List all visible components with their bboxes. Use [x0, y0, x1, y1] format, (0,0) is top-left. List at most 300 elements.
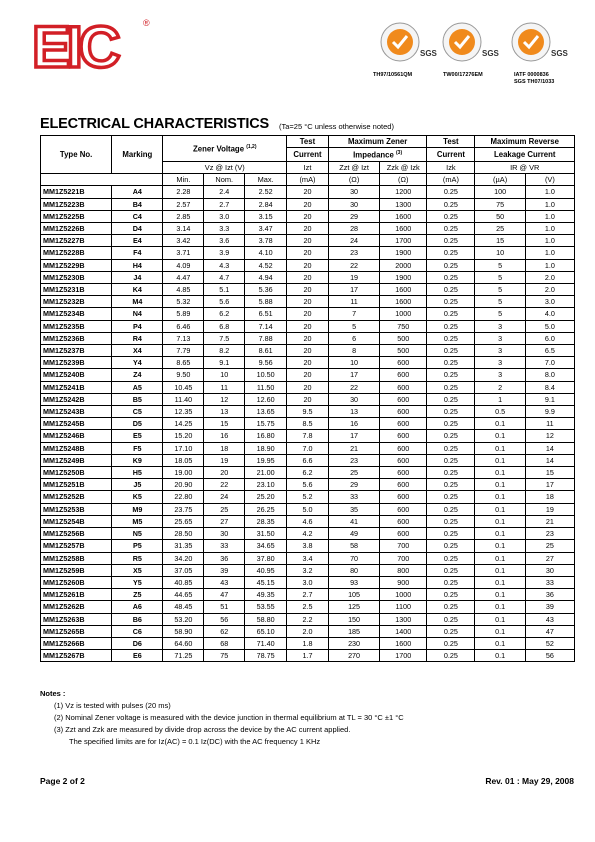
table-cell: 2.52 [245, 186, 287, 198]
table-cell: 13 [328, 406, 379, 418]
table-cell: 900 [380, 576, 427, 588]
table-cell: 23 [328, 247, 379, 259]
table-cell: P4 [112, 320, 163, 332]
table-cell: 39 [204, 564, 245, 576]
table-cell: 150 [328, 613, 379, 625]
table-cell: 5.6 [287, 479, 329, 491]
table-row [41, 528, 575, 540]
table-row [41, 345, 575, 357]
table-cell: 13.65 [245, 406, 287, 418]
table-cell: MM1Z5249B [41, 454, 112, 466]
table-cell: 0.25 [427, 332, 475, 344]
table-cell: 4.2 [287, 528, 329, 540]
table-row [41, 186, 575, 198]
header-test-2: Test [427, 136, 475, 148]
table-cell: 34.65 [245, 540, 287, 552]
table-cell: 4.3 [204, 259, 245, 271]
table-row [41, 271, 575, 283]
table-cell: 8.0 [525, 369, 574, 381]
table-cell: 0.25 [427, 515, 475, 527]
table-cell: 16.80 [245, 430, 287, 442]
table-row [41, 308, 575, 320]
table-cell: MM1Z5241B [41, 381, 112, 393]
table-cell: 1100 [380, 601, 427, 613]
unit-ma-1: (mA) [287, 174, 329, 186]
table-cell: MM1Z5239B [41, 357, 112, 369]
table-cell: 5.0 [287, 503, 329, 515]
table-cell: 20 [287, 223, 329, 235]
table-cell: 0.25 [427, 223, 475, 235]
table-cell: 30 [204, 528, 245, 540]
unit-ua: (µA) [475, 174, 525, 186]
cert-label-2: TW00/17276EM [443, 72, 483, 78]
table-cell: 30 [328, 186, 379, 198]
table-cell: 20 [287, 271, 329, 283]
table-cell: 13 [204, 406, 245, 418]
table-cell: 28.35 [245, 515, 287, 527]
table-cell: 0.25 [427, 540, 475, 552]
table-cell: 0.25 [427, 637, 475, 649]
table-cell: 78.75 [245, 650, 287, 662]
table-row [41, 259, 575, 271]
table-cell: 3 [475, 357, 525, 369]
table-cell: 31.35 [163, 540, 204, 552]
note-4: The specified limits are for Iz(AC) = 0.1 Iz(DC) with the AC frequency 1 KHz [69, 737, 321, 746]
header-current-1: Current [287, 148, 329, 162]
table-cell: 6.46 [163, 320, 204, 332]
table-cell: 20 [287, 357, 329, 369]
table-cell: 19 [328, 271, 379, 283]
table-cell: 28 [328, 223, 379, 235]
table-cell: 1200 [380, 186, 427, 198]
table-cell: 1900 [380, 271, 427, 283]
table-cell: 21 [328, 442, 379, 454]
table-cell: MM1Z5261B [41, 589, 112, 601]
table-cell: 12.35 [163, 406, 204, 418]
table-cell: R5 [112, 552, 163, 564]
table-cell: 0.25 [427, 601, 475, 613]
table-cell: 0.1 [475, 540, 525, 552]
table-cell: 4.10 [245, 247, 287, 259]
table-cell: MM1Z5262B [41, 601, 112, 613]
cert-badge-3 [509, 18, 568, 70]
sub-vz: Vz @ Izt (V) [163, 162, 287, 174]
table-cell: 6.0 [525, 332, 574, 344]
table-cell: 3.3 [204, 223, 245, 235]
table-cell: 3.15 [245, 210, 287, 222]
table-cell: 0.25 [427, 345, 475, 357]
table-cell: D4 [112, 223, 163, 235]
table-cell: 8 [328, 345, 379, 357]
table-cell: 4.52 [245, 259, 287, 271]
table-cell: 1.0 [525, 259, 574, 271]
table-cell: 7.0 [287, 442, 329, 454]
table-cell: MM1Z5253B [41, 503, 112, 515]
table-cell: 23 [328, 454, 379, 466]
table-cell: 0.1 [475, 479, 525, 491]
table-cell: 8.61 [245, 345, 287, 357]
table-cell: 4.85 [163, 284, 204, 296]
table-cell: D6 [112, 637, 163, 649]
notes [40, 688, 404, 748]
table-row [41, 198, 575, 210]
sub-zzk: Zzk @ Izk [380, 162, 427, 174]
table-cell: 9.50 [163, 369, 204, 381]
table-row [41, 503, 575, 515]
table-cell: 600 [380, 467, 427, 479]
table-cell: 2.0 [287, 625, 329, 637]
table-cell: 21 [525, 515, 574, 527]
table-cell: 53.55 [245, 601, 287, 613]
table-cell: 3.42 [163, 235, 204, 247]
table-row [41, 296, 575, 308]
table-cell: X4 [112, 345, 163, 357]
table-cell: 600 [380, 442, 427, 454]
table-cell: 600 [380, 406, 427, 418]
table-cell: 7.0 [525, 357, 574, 369]
table-cell: 20 [287, 296, 329, 308]
table-cell: MM1Z5254B [41, 515, 112, 527]
table-cell: 9.1 [525, 393, 574, 405]
table-cell: 23.75 [163, 503, 204, 515]
table-row [41, 430, 575, 442]
table-cell: 0.1 [475, 528, 525, 540]
table-body [41, 186, 575, 662]
header-max-reverse-1: Maximum Reverse [475, 136, 575, 148]
table-cell: 20 [287, 198, 329, 210]
unit-nom: Nom. [204, 174, 245, 186]
table-cell: 2.0 [525, 284, 574, 296]
table-cell: 58 [328, 540, 379, 552]
table-cell: 8.65 [163, 357, 204, 369]
table-cell: 33 [204, 540, 245, 552]
table-row [41, 601, 575, 613]
table-cell: 0.25 [427, 564, 475, 576]
table-cell: MM1Z5227B [41, 235, 112, 247]
table-row [41, 235, 575, 247]
header-type-no: Type No. [41, 136, 112, 174]
table-cell: 4.94 [245, 271, 287, 283]
table-cell: 5.6 [204, 296, 245, 308]
table-cell: 2.4 [204, 186, 245, 198]
table-cell: B6 [112, 613, 163, 625]
table-cell: 0.25 [427, 210, 475, 222]
table-cell: 3.0 [287, 576, 329, 588]
table-cell: 600 [380, 454, 427, 466]
table-cell: 5 [475, 308, 525, 320]
table-cell: MM1Z5251B [41, 479, 112, 491]
table-cell: 39 [525, 601, 574, 613]
table-cell: 19.95 [245, 454, 287, 466]
table-cell: 5 [475, 296, 525, 308]
table-cell: 20 [204, 467, 245, 479]
table-cell: 0.25 [427, 650, 475, 662]
sub-ir-vr: IR @ VR [475, 162, 575, 174]
table-cell: 0.1 [475, 564, 525, 576]
table-cell: 1000 [380, 589, 427, 601]
table-cell: 11 [204, 381, 245, 393]
table-cell: 50 [475, 210, 525, 222]
table-cell: 24 [328, 235, 379, 247]
table-cell: 65.10 [245, 625, 287, 637]
table-cell: 22 [204, 479, 245, 491]
unit-ohm-2: (Ω) [380, 174, 427, 186]
table-cell: 33 [328, 491, 379, 503]
registered-mark: ® [143, 18, 150, 28]
table-cell: A6 [112, 601, 163, 613]
table-cell: 0.1 [475, 491, 525, 503]
table-cell: MM1Z5226B [41, 223, 112, 235]
table-cell: 8.4 [525, 381, 574, 393]
table-cell: 600 [380, 357, 427, 369]
table-cell: 71.25 [163, 650, 204, 662]
table-cell: 3 [475, 320, 525, 332]
table-cell: 47 [525, 625, 574, 637]
table-cell: 18.90 [245, 442, 287, 454]
cert-badge-1 [378, 18, 437, 70]
table-cell: 0.5 [475, 406, 525, 418]
table-cell: 3.2 [287, 564, 329, 576]
table-cell: 0.1 [475, 601, 525, 613]
table-cell: 1.0 [525, 235, 574, 247]
table-cell: 5 [475, 284, 525, 296]
table-row [41, 625, 575, 637]
table-row [41, 515, 575, 527]
table-cell: 1.7 [287, 650, 329, 662]
table-cell: 6.5 [525, 345, 574, 357]
table-cell: 0.25 [427, 369, 475, 381]
table-cell: H5 [112, 467, 163, 479]
table-cell: 1300 [380, 198, 427, 210]
table-cell: 21.00 [245, 467, 287, 479]
table-cell: 29 [328, 479, 379, 491]
table-cell: 1.0 [525, 186, 574, 198]
table-cell: 6.51 [245, 308, 287, 320]
table-cell: 0.25 [427, 503, 475, 515]
table-cell: 18 [204, 442, 245, 454]
table-cell: 15 [204, 418, 245, 430]
table-cell: 0.25 [427, 442, 475, 454]
table-cell: 4.09 [163, 259, 204, 271]
table-cell: X5 [112, 564, 163, 576]
table-cell: N4 [112, 308, 163, 320]
table-cell: 4.6 [287, 515, 329, 527]
table-cell: MM1Z5234B [41, 308, 112, 320]
table-cell: 1.0 [525, 247, 574, 259]
table-cell: 8.5 [287, 418, 329, 430]
table-cell: K5 [112, 491, 163, 503]
table-cell: K9 [112, 454, 163, 466]
table-cell: 11 [525, 418, 574, 430]
table-cell: 49 [328, 528, 379, 540]
table-cell: MM1Z5245B [41, 418, 112, 430]
table-cell: 43 [204, 576, 245, 588]
table-cell: 5.36 [245, 284, 287, 296]
header-zener-voltage: Zener Voltage $^{(1,2)}$ [163, 136, 287, 162]
table-cell: 20 [287, 259, 329, 271]
table-cell: MM1Z5221B [41, 186, 112, 198]
table-cell: 7.79 [163, 345, 204, 357]
table-cell: 10 [204, 369, 245, 381]
table-cell: 3.0 [204, 210, 245, 222]
table-cell: 20 [287, 345, 329, 357]
table-cell: 19 [525, 503, 574, 515]
table-cell: MM1Z5250B [41, 467, 112, 479]
table-cell: 0.25 [427, 198, 475, 210]
table-cell: 15 [475, 235, 525, 247]
table-cell: 41 [328, 515, 379, 527]
table-cell: 35 [328, 503, 379, 515]
table-row [41, 357, 575, 369]
table-cell: 14 [525, 454, 574, 466]
table-cell: 0.1 [475, 552, 525, 564]
table-cell: 0.25 [427, 625, 475, 637]
table-cell: 2000 [380, 259, 427, 271]
table-cell: 10 [475, 247, 525, 259]
table-cell: 64.60 [163, 637, 204, 649]
table-cell: Y5 [112, 576, 163, 588]
table-cell: 0.1 [475, 454, 525, 466]
table-row [41, 393, 575, 405]
table-row [41, 491, 575, 503]
table-cell: 0.25 [427, 589, 475, 601]
table-row [41, 467, 575, 479]
svg-text:EIC: EIC [32, 15, 117, 80]
table-cell: F4 [112, 247, 163, 259]
table-cell: 0.25 [427, 308, 475, 320]
table-cell: 12 [525, 430, 574, 442]
table-cell: 0.25 [427, 357, 475, 369]
table-cell: 0.25 [427, 284, 475, 296]
table-cell: Z5 [112, 589, 163, 601]
table-cell: 93 [328, 576, 379, 588]
table-cell: 4.7 [204, 271, 245, 283]
table-cell: 1.0 [525, 198, 574, 210]
table-cell: 2.85 [163, 210, 204, 222]
table-row [41, 223, 575, 235]
unit-min: Min. [163, 174, 204, 186]
table-cell: 3.8 [287, 540, 329, 552]
table-row [41, 637, 575, 649]
table-cell: 56 [204, 613, 245, 625]
table-cell: 37.80 [245, 552, 287, 564]
table-cell: 2.84 [245, 198, 287, 210]
table-cell: 7.13 [163, 332, 204, 344]
page-number: Page 2 of 2 [40, 776, 85, 786]
table-cell: MM1Z5267B [41, 650, 112, 662]
table-cell: MM1Z5258B [41, 552, 112, 564]
table-cell: 20 [287, 369, 329, 381]
table-cell: 20 [287, 393, 329, 405]
table-cell: 9.56 [245, 357, 287, 369]
table-cell: 0.25 [427, 247, 475, 259]
header-max-zener-2: Impedance $^{(3)}$ [328, 148, 426, 162]
table-cell: 9.9 [525, 406, 574, 418]
table-cell: 0.1 [475, 442, 525, 454]
table-cell: 20.90 [163, 479, 204, 491]
table-cell: 5.0 [525, 320, 574, 332]
table-cell: 0.1 [475, 576, 525, 588]
table-cell: MM1Z5235B [41, 320, 112, 332]
table-row [41, 247, 575, 259]
sub-zzt: Zzt @ Izt [328, 162, 379, 174]
table-cell: 3.71 [163, 247, 204, 259]
table-cell: 10.45 [163, 381, 204, 393]
table-cell: 25 [525, 540, 574, 552]
table-cell: 3.14 [163, 223, 204, 235]
table-cell: 600 [380, 515, 427, 527]
table-cell: MM1Z5266B [41, 637, 112, 649]
table-cell: 10 [328, 357, 379, 369]
table-cell: 185 [328, 625, 379, 637]
table-cell: 25 [328, 467, 379, 479]
table-cell: 16 [204, 430, 245, 442]
table-cell: 43 [525, 613, 574, 625]
table-cell: 17 [328, 430, 379, 442]
table-cell: 25.20 [245, 491, 287, 503]
table-cell: N5 [112, 528, 163, 540]
table-cell: 58.90 [163, 625, 204, 637]
table-cell: 30 [328, 198, 379, 210]
table-cell: MM1Z5257B [41, 540, 112, 552]
table-cell: 0.25 [427, 320, 475, 332]
table-row [41, 552, 575, 564]
table-cell: 36 [204, 552, 245, 564]
table-cell: 37.05 [163, 564, 204, 576]
table-cell: 1700 [380, 650, 427, 662]
table-cell: 1600 [380, 210, 427, 222]
table-row [41, 332, 575, 344]
table-cell: 3.78 [245, 235, 287, 247]
table-cell: 5 [475, 271, 525, 283]
table-cell: 20 [287, 320, 329, 332]
table-cell: 53.20 [163, 613, 204, 625]
table-cell: MM1Z5246B [41, 430, 112, 442]
sub-izt: Izt [287, 162, 329, 174]
table-cell: MM1Z5260B [41, 576, 112, 588]
table-cell: MM1Z5231B [41, 284, 112, 296]
table-cell: 29 [328, 210, 379, 222]
table-cell: 1000 [380, 308, 427, 320]
table-cell: 58.80 [245, 613, 287, 625]
table-cell: 2.57 [163, 198, 204, 210]
table-cell: 48.45 [163, 601, 204, 613]
table-cell: 16 [328, 418, 379, 430]
note-3: (3) Zzt and Zzk are measured by divide drop across the device by the AC current applied. [54, 725, 351, 734]
table-cell: 20 [287, 247, 329, 259]
table-row [41, 442, 575, 454]
table-cell: 71.40 [245, 637, 287, 649]
table-cell: MM1Z5248B [41, 442, 112, 454]
table-cell: A5 [112, 381, 163, 393]
table-cell: A4 [112, 186, 163, 198]
table-cell: 68 [204, 637, 245, 649]
table-cell: 1.0 [525, 223, 574, 235]
table-cell: 7.5 [204, 332, 245, 344]
table-cell: 0.25 [427, 467, 475, 479]
table-cell: 19.00 [163, 467, 204, 479]
table-cell: 5 [328, 320, 379, 332]
table-row [41, 369, 575, 381]
table-cell: 5.88 [245, 296, 287, 308]
table-cell: 20 [287, 308, 329, 320]
table-cell: 0.1 [475, 650, 525, 662]
table-cell: 5.1 [204, 284, 245, 296]
table-cell: 500 [380, 332, 427, 344]
unit-ma-2: (mA) [427, 174, 475, 186]
table-cell: 700 [380, 540, 427, 552]
table-cell: 2.5 [287, 601, 329, 613]
